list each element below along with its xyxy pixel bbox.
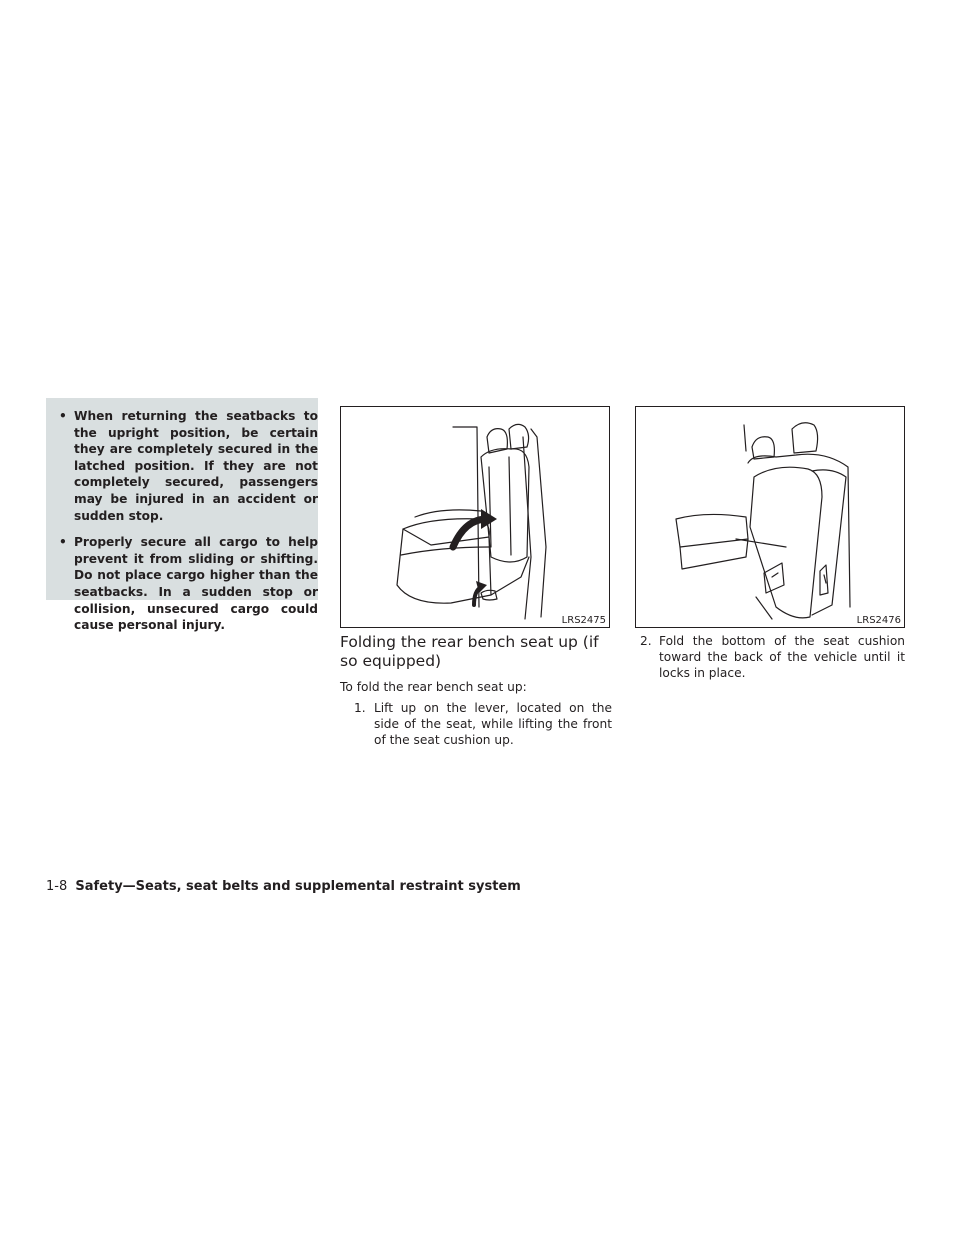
step-item	[354, 700, 612, 748]
warning-box	[46, 398, 318, 633]
step-text: Lift up on the lever, located on the side of the seat, while lifting the front of the seat cushion up.	[374, 701, 612, 747]
step-item	[640, 633, 905, 681]
seat-lift-illustration	[341, 407, 609, 627]
figure-seat-lift	[340, 406, 610, 628]
seat-folded-illustration	[636, 407, 904, 627]
bullet: •	[59, 409, 67, 423]
figure-seat-folded	[635, 406, 905, 628]
warning-item	[56, 534, 318, 634]
page-number: 1-8	[46, 879, 68, 894]
warning-text: When returning the seatbacks to the upright position, be certain they are completely secured in the latched position. If they are not completely secured, passengers may be injured in an accident or sudden stop.	[74, 409, 318, 523]
warning-item	[56, 408, 318, 524]
warning-list	[56, 408, 318, 634]
page-footer	[46, 879, 521, 894]
figure-code: LRS2475	[561, 615, 606, 626]
bullet: •	[59, 535, 67, 550]
step-number: 2.	[640, 634, 652, 648]
step-text: Fold the bottom of the seat cushion toward the back of the vehicle until it locks in place.	[659, 634, 905, 680]
intro-text: To fold the rear bench seat up:	[340, 680, 527, 694]
chapter-title: Safety—Seats, seat belts and supplemental restraint system	[75, 879, 521, 894]
step-number: 1.	[354, 701, 366, 715]
warning-text: Properly secure all cargo to help prevent it from sliding or shifting. Do not place cargo higher than the seatbacks. In a sudden stop or collision, unsecured cargo could cause personal injury.	[74, 535, 318, 633]
section-heading: Folding the rear bench seat up (if so equipped)	[340, 633, 599, 670]
figure-code: LRS2476	[856, 615, 901, 626]
